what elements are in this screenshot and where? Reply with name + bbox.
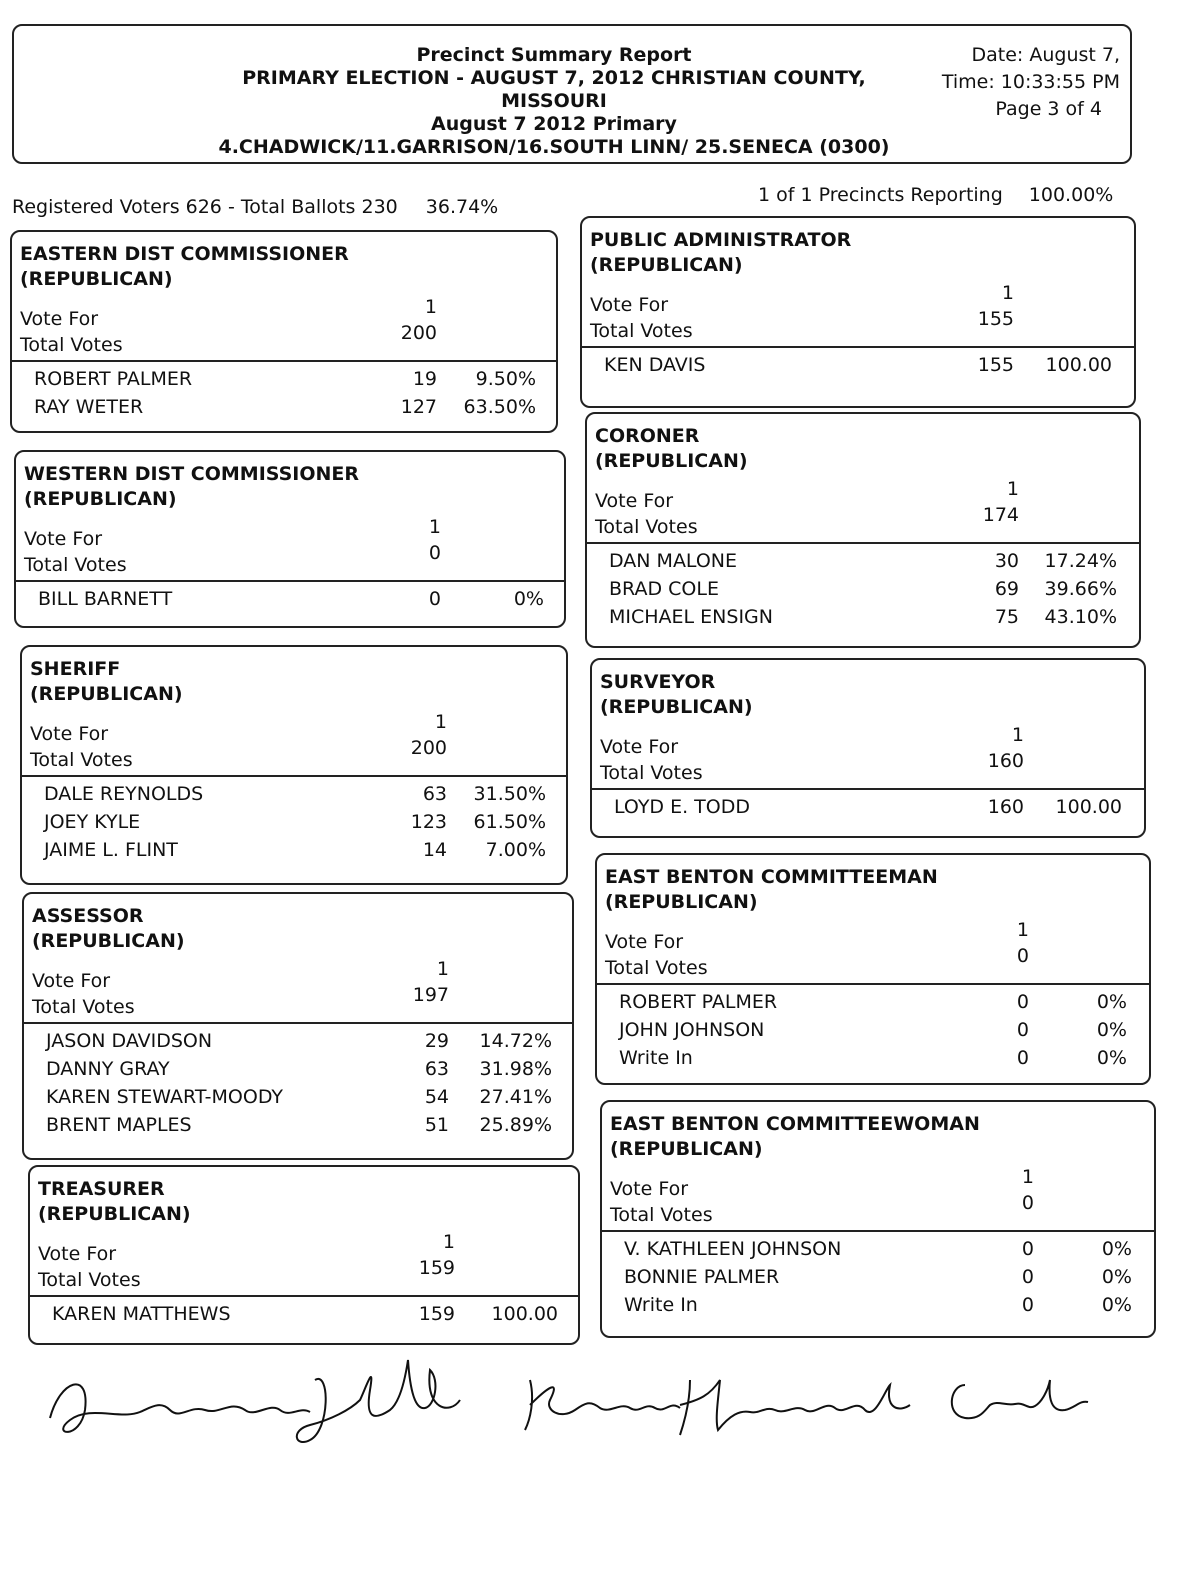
candidate-name: KAREN STEWART-MOODY [46, 1086, 284, 1108]
candidate-votes: 0 [1016, 991, 1029, 1013]
race-title [595, 424, 748, 474]
candidate-votes: 51 [424, 1114, 449, 1136]
header-meta [920, 42, 1120, 123]
candidate-votes: 0 [1021, 1238, 1034, 1260]
candidate-row [38, 1030, 564, 1057]
vote-for-label: Vote For [32, 970, 111, 992]
vote-for-value: 1 [424, 296, 437, 318]
candidate-row [611, 991, 1141, 1018]
vote-for-value: 1 [1016, 919, 1029, 941]
race-party: (REPUBLICAN) [605, 891, 758, 913]
candidate-row [611, 1019, 1141, 1046]
race-box [580, 216, 1136, 408]
candidate-row [596, 354, 1126, 381]
race-office: WESTERN DIST COMMISSIONER [24, 463, 360, 485]
candidate-votes: 69 [994, 578, 1019, 600]
candidate-percent: 14.72% [479, 1030, 552, 1052]
candidate-row [601, 578, 1131, 605]
total-votes-label: Total Votes [595, 516, 698, 538]
candidate-name: KAREN MATTHEWS [52, 1303, 231, 1325]
race-title [590, 228, 851, 278]
election-name: August 7 2012 Primary [431, 113, 677, 135]
vote-for-label: Vote For [595, 490, 674, 512]
race-party: (REPUBLICAN) [590, 254, 743, 276]
candidate-percent: 0% [513, 588, 544, 610]
report-date: Date: August 7, [971, 44, 1120, 66]
candidate-votes: 160 [987, 796, 1024, 818]
candidate-votes: 0 [428, 588, 441, 610]
candidate-percent: 9.50% [475, 368, 536, 390]
race-title [605, 865, 938, 915]
total-votes-label: Total Votes [590, 320, 693, 342]
candidate-row [601, 606, 1131, 633]
candidate-name: JOEY KYLE [44, 811, 141, 833]
race-office: PUBLIC ADMINISTRATOR [590, 229, 852, 251]
race-divider [592, 788, 1144, 790]
race-party: (REPUBLICAN) [600, 696, 753, 718]
race-box [28, 1165, 580, 1345]
header-title-block [174, 44, 934, 159]
race-divider [30, 1295, 578, 1297]
registered-voters: Registered Voters 626 - Total Ballots 230 [12, 196, 398, 218]
total-votes-label: Total Votes [610, 1204, 713, 1226]
candidate-percent: 17.24% [1044, 550, 1117, 572]
candidate-row [36, 783, 558, 810]
race-office: ASSESSOR [32, 905, 144, 927]
candidate-name: JASON DAVIDSON [46, 1030, 213, 1052]
candidate-name: JOHN JOHNSON [619, 1019, 765, 1041]
candidate-percent: 0% [1101, 1266, 1132, 1288]
candidate-percent: 27.41% [479, 1086, 552, 1108]
candidate-percent: 31.50% [473, 783, 546, 805]
vote-for-label: Vote For [605, 931, 684, 953]
race-title [30, 657, 183, 707]
candidate-row [38, 1114, 564, 1141]
candidate-percent: 100.00 [491, 1303, 558, 1325]
candidate-row [616, 1294, 1146, 1321]
total-votes-label: Total Votes [605, 957, 708, 979]
total-votes-value: 0 [1021, 1192, 1034, 1214]
candidate-name: KEN DAVIS [604, 354, 706, 376]
candidate-votes: 54 [424, 1086, 449, 1108]
race-party: (REPUBLICAN) [30, 683, 183, 705]
total-votes-label: Total Votes [20, 334, 123, 356]
signature-block [30, 1340, 1090, 1470]
candidate-row [616, 1238, 1146, 1265]
candidate-percent: 63.50% [463, 396, 536, 418]
total-votes-value: 174 [982, 504, 1019, 526]
total-votes-value: 160 [987, 750, 1024, 772]
vote-for-value: 1 [1011, 724, 1024, 746]
total-votes-value: 0 [428, 542, 441, 564]
candidate-percent: 25.89% [479, 1114, 552, 1136]
race-title [610, 1112, 980, 1162]
candidate-name: LOYD E. TODD [614, 796, 751, 818]
candidate-votes: 0 [1016, 1019, 1029, 1041]
race-divider [24, 1022, 572, 1024]
candidate-votes: 19 [412, 368, 437, 390]
vote-for-value: 1 [434, 711, 447, 733]
candidate-name: BRAD COLE [609, 578, 719, 600]
precincts-reporting: 1 of 1 Precincts Reporting [758, 184, 1003, 206]
candidate-votes: 75 [994, 606, 1019, 628]
vote-for-label: Vote For [30, 723, 109, 745]
race-box [20, 645, 568, 885]
vote-for-label: Vote For [610, 1178, 689, 1200]
candidate-percent: 7.00% [485, 839, 546, 861]
race-party: (REPUBLICAN) [595, 450, 748, 472]
race-office: EAST BENTON COMMITTEEMAN [605, 866, 938, 888]
total-votes-value: 200 [410, 737, 447, 759]
candidate-name: JAIME L. FLINT [44, 839, 178, 861]
race-office: CORONER [595, 425, 700, 447]
candidate-name: RAY WETER [34, 396, 144, 418]
candidate-row [30, 588, 556, 615]
total-votes-label: Total Votes [24, 554, 127, 576]
candidate-votes: 63 [424, 1058, 449, 1080]
race-party: (REPUBLICAN) [38, 1203, 191, 1225]
candidate-percent: 0% [1101, 1294, 1132, 1316]
candidate-name: V. KATHLEEN JOHNSON [624, 1238, 842, 1260]
turnout-pct: 36.74% [425, 196, 499, 218]
vote-for-label: Vote For [590, 294, 669, 316]
race-party: (REPUBLICAN) [24, 488, 177, 510]
candidate-row [36, 839, 558, 866]
candidate-row [26, 396, 548, 423]
race-box [10, 230, 558, 433]
candidate-name: Write In [619, 1047, 693, 1069]
vote-for-label: Vote For [24, 528, 103, 550]
total-votes-value: 159 [418, 1257, 455, 1279]
candidate-name: Write In [624, 1294, 698, 1316]
candidate-row [38, 1086, 564, 1113]
candidate-row [601, 550, 1131, 577]
candidate-percent: 43.10% [1044, 606, 1117, 628]
candidate-votes: 123 [410, 811, 447, 833]
candidate-percent: 0% [1101, 1238, 1132, 1260]
race-box [14, 450, 566, 628]
candidate-votes: 30 [994, 550, 1019, 572]
candidate-votes: 0 [1021, 1266, 1034, 1288]
race-divider [16, 580, 564, 582]
candidate-name: MICHAEL ENSIGN [609, 606, 773, 628]
candidate-name: ROBERT PALMER [34, 368, 193, 390]
race-box [585, 412, 1141, 648]
race-divider [582, 346, 1134, 348]
race-party: (REPUBLICAN) [610, 1138, 763, 1160]
reporting-pct: 100.00% [1028, 184, 1114, 206]
candidate-votes: 155 [977, 354, 1014, 376]
vote-for-value: 1 [1001, 282, 1014, 304]
vote-for-value: 1 [436, 958, 449, 980]
race-party: (REPUBLICAN) [20, 268, 173, 290]
race-title [38, 1177, 191, 1227]
candidate-percent: 31.98% [479, 1058, 552, 1080]
total-votes-value: 0 [1016, 945, 1029, 967]
candidate-votes: 0 [1016, 1047, 1029, 1069]
vote-for-value: 1 [1021, 1166, 1034, 1188]
candidate-name: DANNY GRAY [46, 1058, 170, 1080]
total-votes-label: Total Votes [600, 762, 703, 784]
total-votes-label: Total Votes [30, 749, 133, 771]
candidate-row [616, 1266, 1146, 1293]
race-party: (REPUBLICAN) [32, 930, 185, 952]
race-title [20, 242, 349, 292]
total-votes-label: Total Votes [32, 996, 135, 1018]
candidate-votes: 0 [1021, 1294, 1034, 1316]
candidate-row [38, 1058, 564, 1085]
race-divider [22, 775, 566, 777]
race-title [24, 462, 359, 512]
race-divider [12, 360, 556, 362]
race-office: SURVEYOR [600, 671, 716, 693]
vote-for-value: 1 [1006, 478, 1019, 500]
race-divider [602, 1230, 1154, 1232]
vote-for-value: 1 [428, 516, 441, 538]
candidate-votes: 29 [424, 1030, 449, 1052]
candidate-votes: 127 [400, 396, 437, 418]
total-votes-value: 155 [977, 308, 1014, 330]
candidate-name: ROBERT PALMER [619, 991, 778, 1013]
candidate-percent: 0% [1096, 991, 1127, 1013]
candidate-percent: 39.66% [1044, 578, 1117, 600]
candidate-row [36, 811, 558, 838]
report-title: Precinct Summary Report [416, 44, 692, 66]
election-line-1: PRIMARY ELECTION - AUGUST 7, 2012 CHRISTIAN COUNTY, [242, 67, 866, 89]
election-line-2: MISSOURI [501, 90, 607, 112]
race-box [595, 853, 1151, 1085]
candidate-votes: 14 [422, 839, 447, 861]
candidate-percent: 0% [1096, 1019, 1127, 1041]
reporting-summary [758, 184, 1113, 206]
candidate-name: BILL BARNETT [38, 588, 173, 610]
total-votes-label: Total Votes [38, 1269, 141, 1291]
candidate-percent: 100.00 [1055, 796, 1122, 818]
report-time: Time: 10:33:55 PM [941, 71, 1120, 93]
candidate-name: BRENT MAPLES [46, 1114, 192, 1136]
vote-for-label: Vote For [20, 308, 99, 330]
candidate-name: BONNIE PALMER [624, 1266, 780, 1288]
candidate-row [26, 368, 548, 395]
candidate-name: DAN MALONE [609, 550, 738, 572]
race-office: SHERIFF [30, 658, 121, 680]
race-office: TREASURER [38, 1178, 165, 1200]
candidate-percent: 100.00 [1045, 354, 1112, 376]
candidate-votes: 63 [422, 783, 447, 805]
candidate-row [606, 796, 1136, 823]
race-divider [587, 542, 1139, 544]
vote-for-label: Vote For [38, 1243, 117, 1265]
race-box [590, 658, 1146, 838]
total-votes-value: 197 [412, 984, 449, 1006]
candidate-row [611, 1047, 1141, 1074]
vote-for-label: Vote For [600, 736, 679, 758]
candidate-name: DALE REYNOLDS [44, 783, 204, 805]
race-title [32, 904, 185, 954]
race-office: EASTERN DIST COMMISSIONER [20, 243, 349, 265]
total-votes-value: 200 [400, 322, 437, 344]
registered-summary [12, 196, 498, 218]
race-title [600, 670, 753, 720]
report-header [12, 24, 1132, 164]
race-box [22, 892, 574, 1160]
race-office: EAST BENTON COMMITTEEWOMAN [610, 1113, 980, 1135]
candidate-row [44, 1303, 570, 1330]
candidate-percent: 0% [1096, 1047, 1127, 1069]
race-box [600, 1100, 1156, 1338]
precinct-list: 4.CHADWICK/11.GARRISON/16.SOUTH LINN/ 25.SENECA (0300) [218, 136, 890, 158]
vote-for-value: 1 [442, 1231, 455, 1253]
race-divider [597, 983, 1149, 985]
candidate-percent: 61.50% [473, 811, 546, 833]
page-number: Page 3 of 4 [995, 98, 1102, 120]
candidate-votes: 159 [418, 1303, 455, 1325]
